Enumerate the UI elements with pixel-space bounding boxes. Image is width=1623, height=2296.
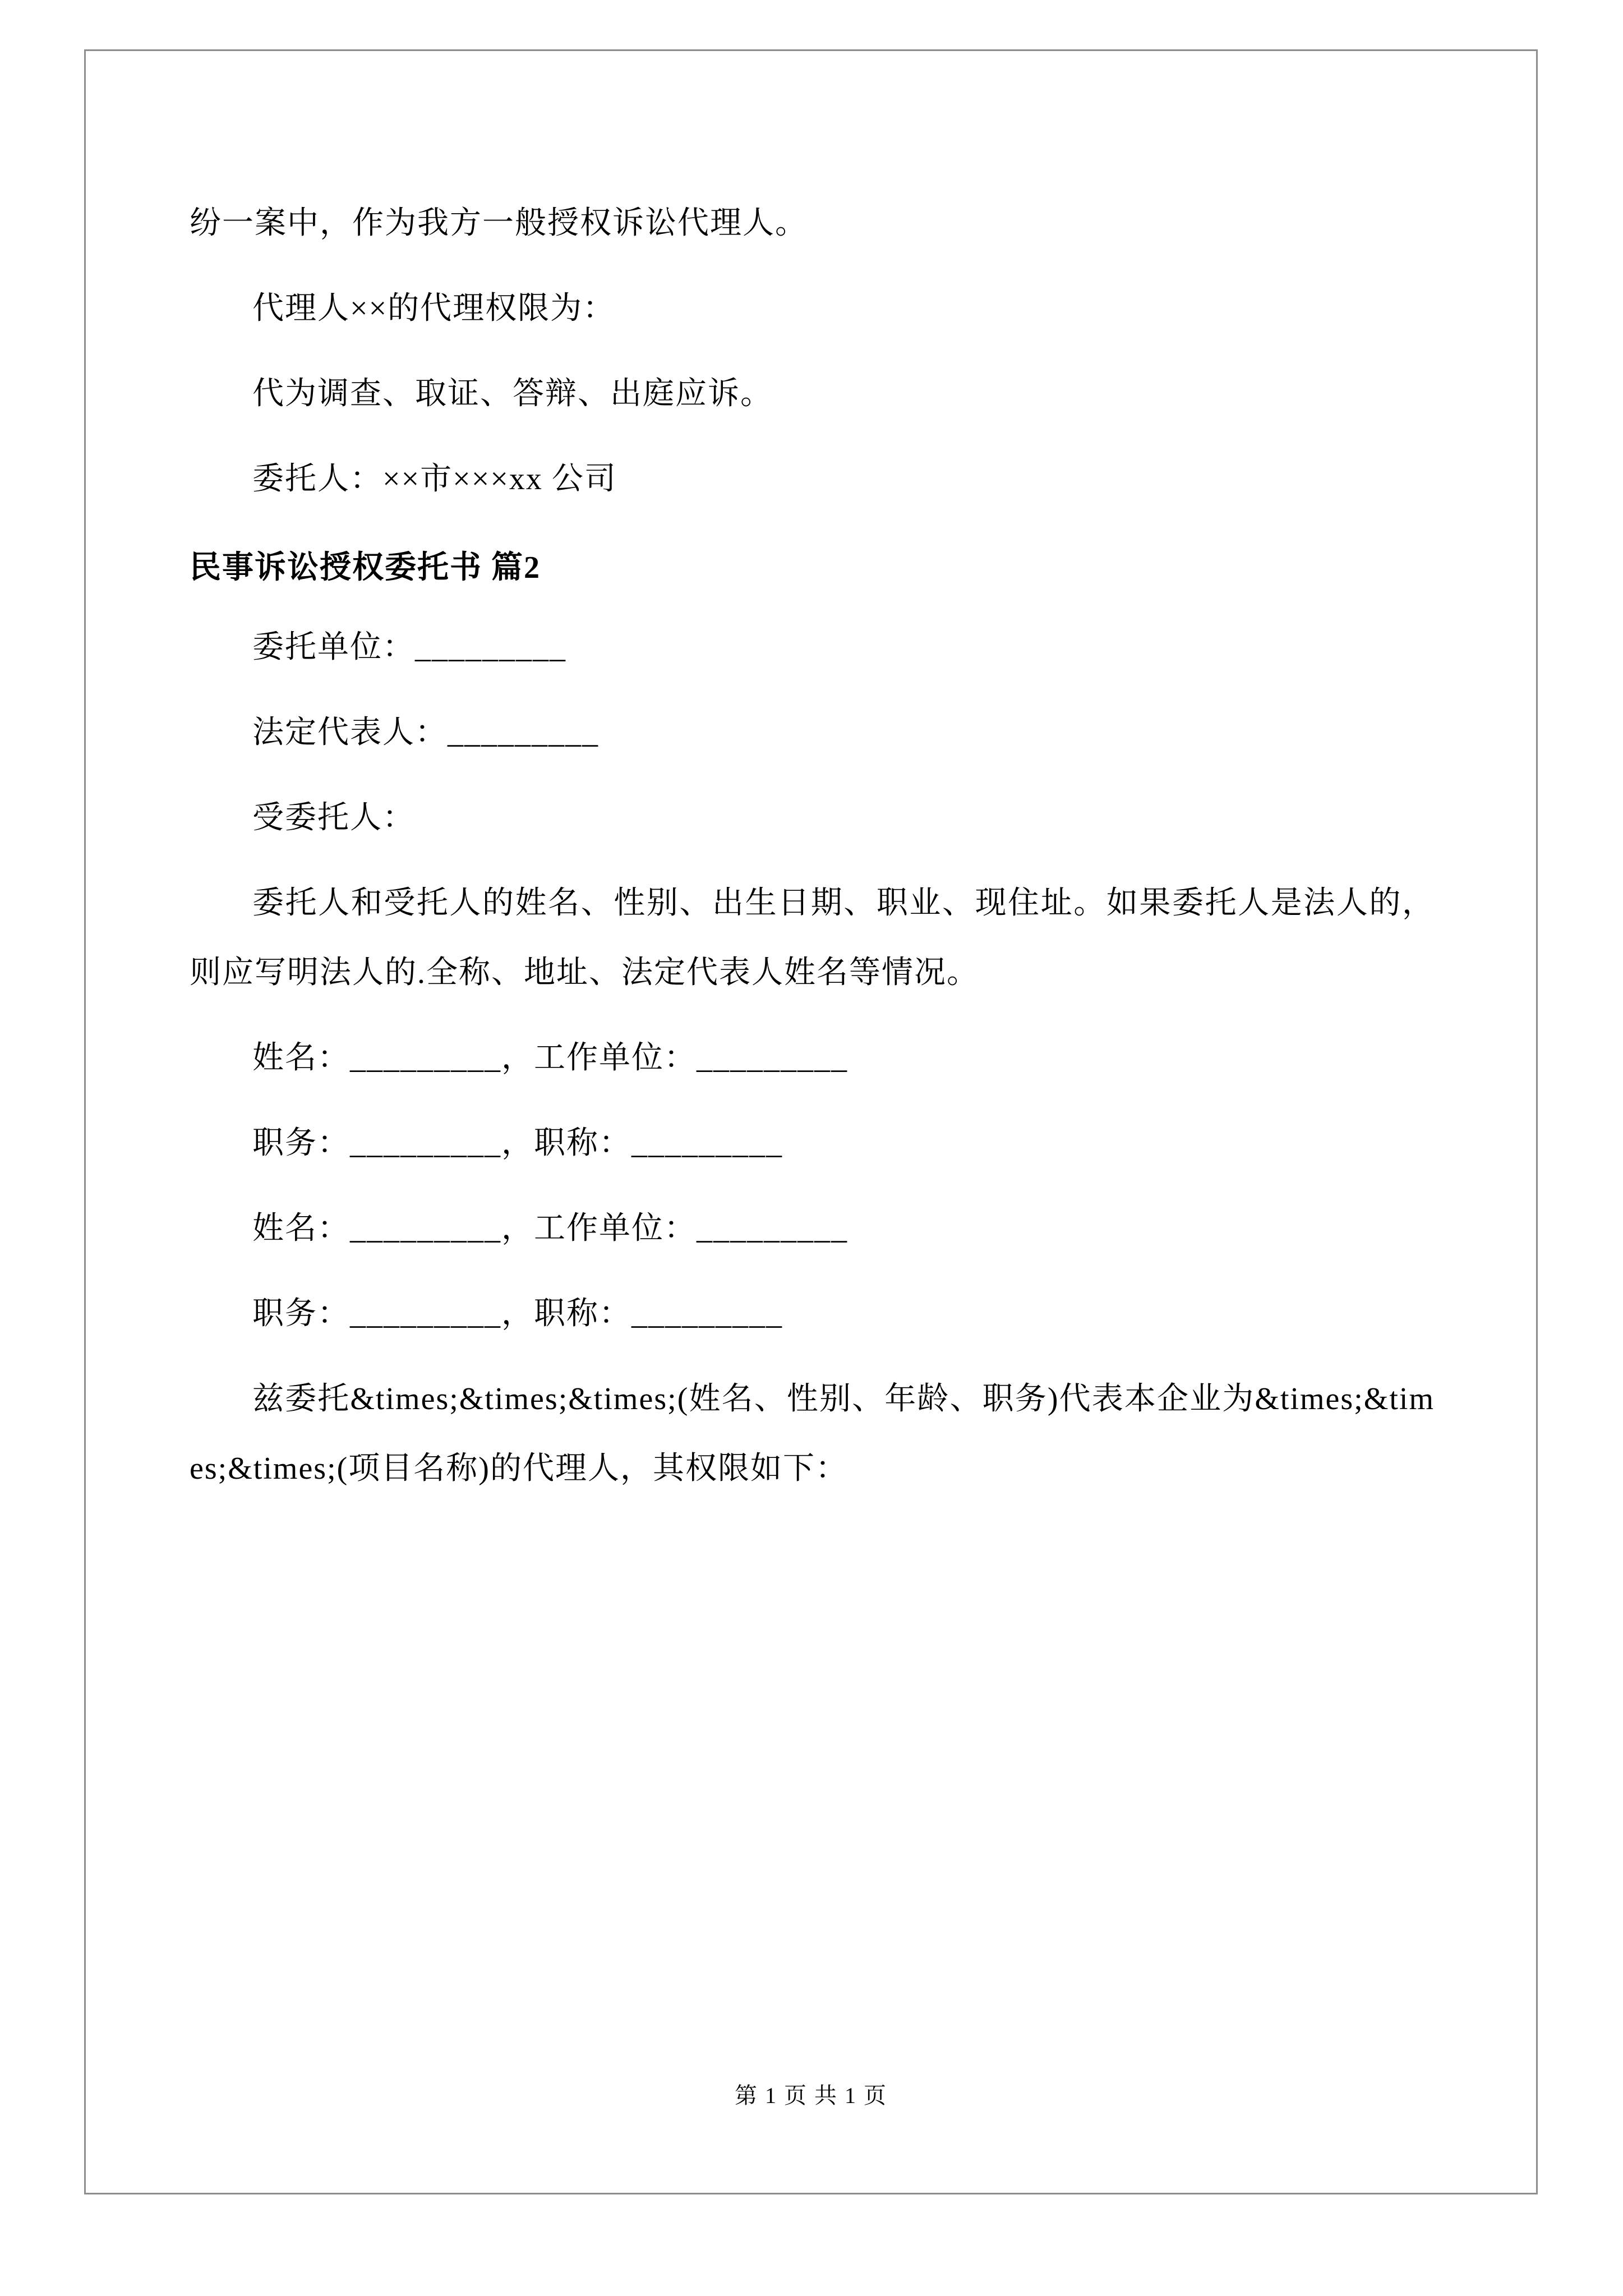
paragraph: 代为调查、取证、答辩、出庭应诉。 <box>252 376 773 411</box>
paragraph: 职务：_________，职称：_________ <box>252 1296 783 1331</box>
paragraph: 委托人：××市×××xx 公司 <box>252 462 617 496</box>
paragraph: 代理人××的代理权限为： <box>252 291 616 326</box>
paragraph: 委托单位：_________ <box>252 630 566 665</box>
paragraph: 委托人和受托人的姓名、性别、出生日期、职业、现住址。如果委托人是法人的，则应写明法人的.全称、地址、法定代表人姓名等情况。 <box>190 886 1435 990</box>
paragraph: 纷一案中，作为我方一般授权诉讼代理人。 <box>190 206 808 241</box>
paragraph: 姓名：_________，工作单位：_________ <box>252 1041 848 1075</box>
paragraph: 受委托人： <box>252 800 415 835</box>
document-body <box>190 188 1435 1519</box>
paragraph: 姓名：_________，工作单位：_________ <box>252 1211 848 1246</box>
paragraph: 职务：_________，职称：_________ <box>252 1126 783 1161</box>
paragraph: 法定代表人：_________ <box>252 715 599 750</box>
paragraph: 兹委托&times;&times;&times;(姓名、性别、年龄、职务)代表本企业为&times;&times;&times;(项目名称)的代理人，其权限如下： <box>190 1382 1435 1486</box>
section-heading: 民事诉讼授权委托书 篇2 <box>190 550 541 585</box>
document-page <box>84 49 1538 2194</box>
page-footer: 第 1 页 共 1 页 <box>735 2083 887 2108</box>
